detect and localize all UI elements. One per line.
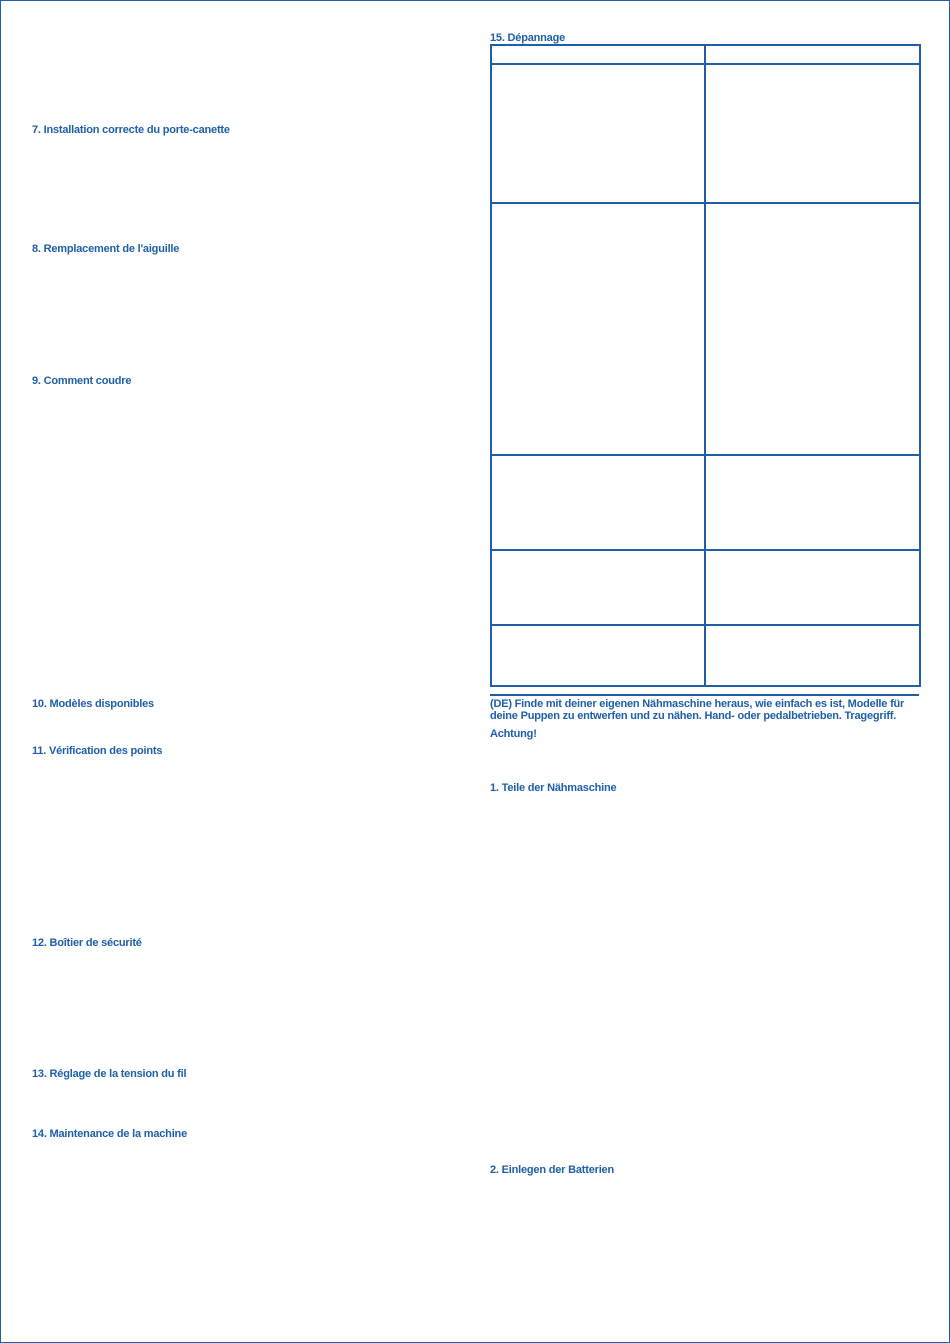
- heading-machine-parts: 1. Teile der Nähmaschine: [490, 782, 617, 794]
- heading-machine-maintenance: 14. Maintenance de la machine: [32, 1128, 187, 1140]
- table-header-cell: [491, 45, 705, 64]
- heading-how-to-sew: 9. Comment coudre: [32, 375, 132, 387]
- heading-available-models: 10. Modèles disponibles: [32, 698, 154, 710]
- de-intro-text: (DE) Finde mit deiner eigenen Nähmaschine heraus, wie einfach es ist, Modelle für deine Puppen zu entwerfen und zu nähen. Hand- oder pedalbetrieben. Tragegriff.: [490, 698, 905, 722]
- table-row: [491, 550, 920, 625]
- troubleshooting-table: [490, 44, 921, 687]
- heading-stitch-check: 11. Vérification des points: [32, 745, 163, 757]
- table-cell: [705, 455, 920, 550]
- section-divider: [490, 694, 919, 696]
- table-cell: [705, 625, 920, 686]
- heading-thread-tension: 13. Réglage de la tension du fil: [32, 1068, 187, 1080]
- table-cell: [491, 550, 705, 625]
- table-cell: [491, 625, 705, 686]
- heading-safety-box: 12. Boîtier de sécurité: [32, 937, 142, 949]
- table-row: [491, 64, 920, 203]
- table-cell: [491, 203, 705, 455]
- table-cell: [705, 64, 920, 203]
- table-cell: [491, 64, 705, 203]
- heading-insert-batteries: 2. Einlegen der Batterien: [490, 1164, 614, 1176]
- heading-troubleshooting: 15. Dépannage: [490, 32, 566, 44]
- table-row: [491, 625, 920, 686]
- table-cell: [705, 203, 920, 455]
- table-row: [491, 203, 920, 455]
- table-row: [491, 455, 920, 550]
- de-warning-heading: Achtung!: [490, 728, 537, 740]
- table-cell: [705, 550, 920, 625]
- table-cell: [491, 455, 705, 550]
- table-header-cell: [705, 45, 920, 64]
- heading-bobbin-holder: 7. Installation correcte du porte-canette: [32, 124, 230, 136]
- heading-needle-replacement: 8. Remplacement de l'aiguille: [32, 243, 180, 255]
- table-header-row: [491, 45, 920, 64]
